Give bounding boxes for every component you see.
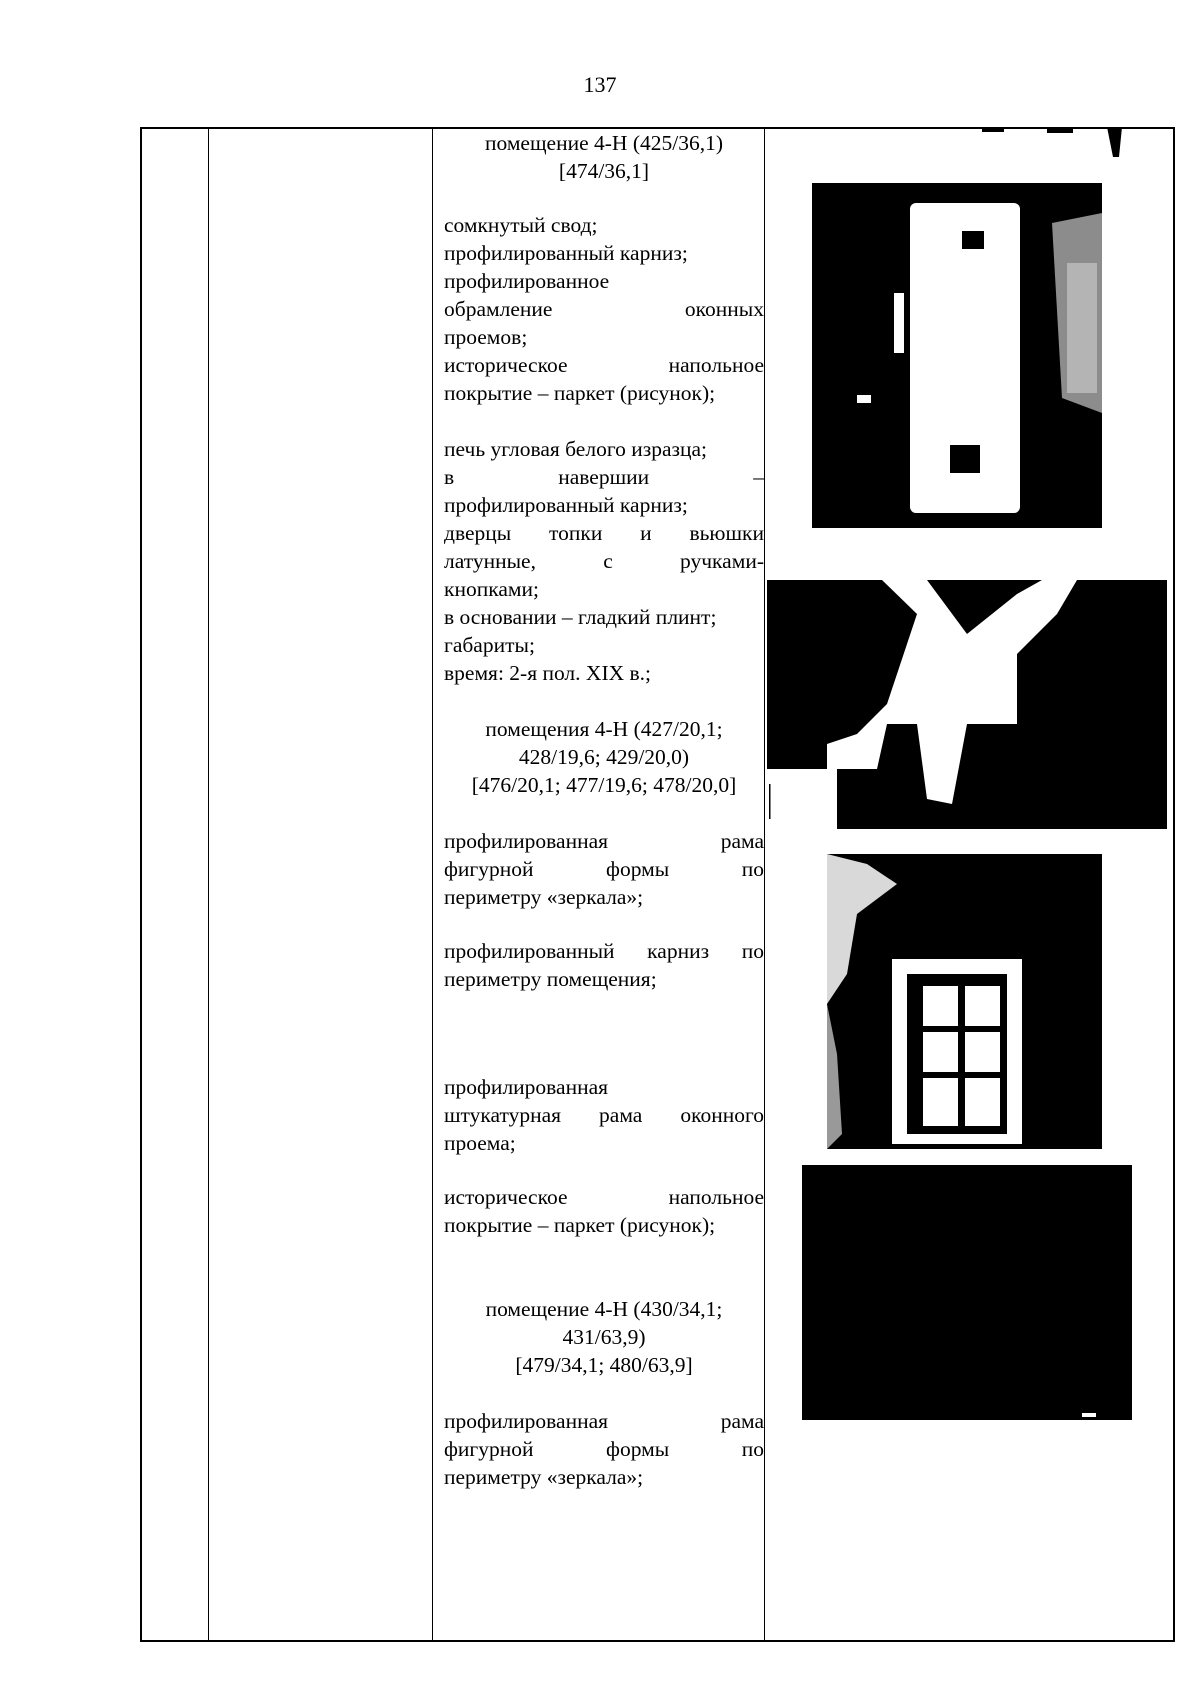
feature-item: профилированная штукатурная рама оконного проема;: [444, 1075, 764, 1155]
feature-item: в основании – гладкий плинт;: [444, 605, 717, 629]
column-divider-1: [208, 129, 209, 1640]
room-heading-1: помещение 4-Н (425/36,1) [474/36,1]: [484, 131, 723, 183]
photo-window-room: [827, 854, 1102, 1149]
feature-item: габариты;: [444, 633, 535, 657]
feature-item: профилированная рама фигурной формы по периметру «зеркала»;: [444, 829, 764, 909]
feature-item: дверцы топки и вьюшки латунные, с ручками- кнопками;: [444, 521, 764, 601]
feature-item: профилированная рама фигурной формы по периметру «зеркала»;: [444, 1409, 764, 1489]
feature-item: профилированный карниз;: [444, 241, 688, 265]
feature-item: сомкнутый свод;: [444, 213, 598, 237]
photo-fragment-top: [777, 127, 1177, 162]
photo-stove-corner: [812, 183, 1102, 528]
feature-item: историческое напольное покрытие – паркет (рисунок);: [444, 1185, 764, 1237]
feature-item: время: 2-я пол. XIX в.;: [444, 661, 652, 685]
room-heading-2: помещения 4-Н (427/20,1; 428/19,6; 429/20,0) [476/20,1; 477/19,6; 478/20,0]: [471, 717, 737, 797]
feature-item: профилированный карниз по периметру помещения;: [444, 939, 764, 991]
feature-item: историческое напольное покрытие – паркет (рисунок);: [444, 353, 764, 405]
description-table: [140, 127, 1175, 1642]
photo-ceiling-frame: [767, 574, 1167, 829]
column-divider-3: [764, 129, 765, 1640]
column-divider-2: [432, 129, 433, 1640]
feature-item: в навершии – профилированный карниз;: [444, 465, 764, 517]
photo-dark-room: [802, 1165, 1132, 1420]
feature-item: печь угловая белого изразца;: [444, 437, 708, 461]
room-heading-3: помещение 4-Н (430/34,1; 431/63,9) [479/34,1; 480/63,9]: [485, 1297, 723, 1377]
feature-item: профилированное обрамление оконных проемов;: [444, 269, 764, 349]
page-number: 137: [583, 72, 617, 97]
